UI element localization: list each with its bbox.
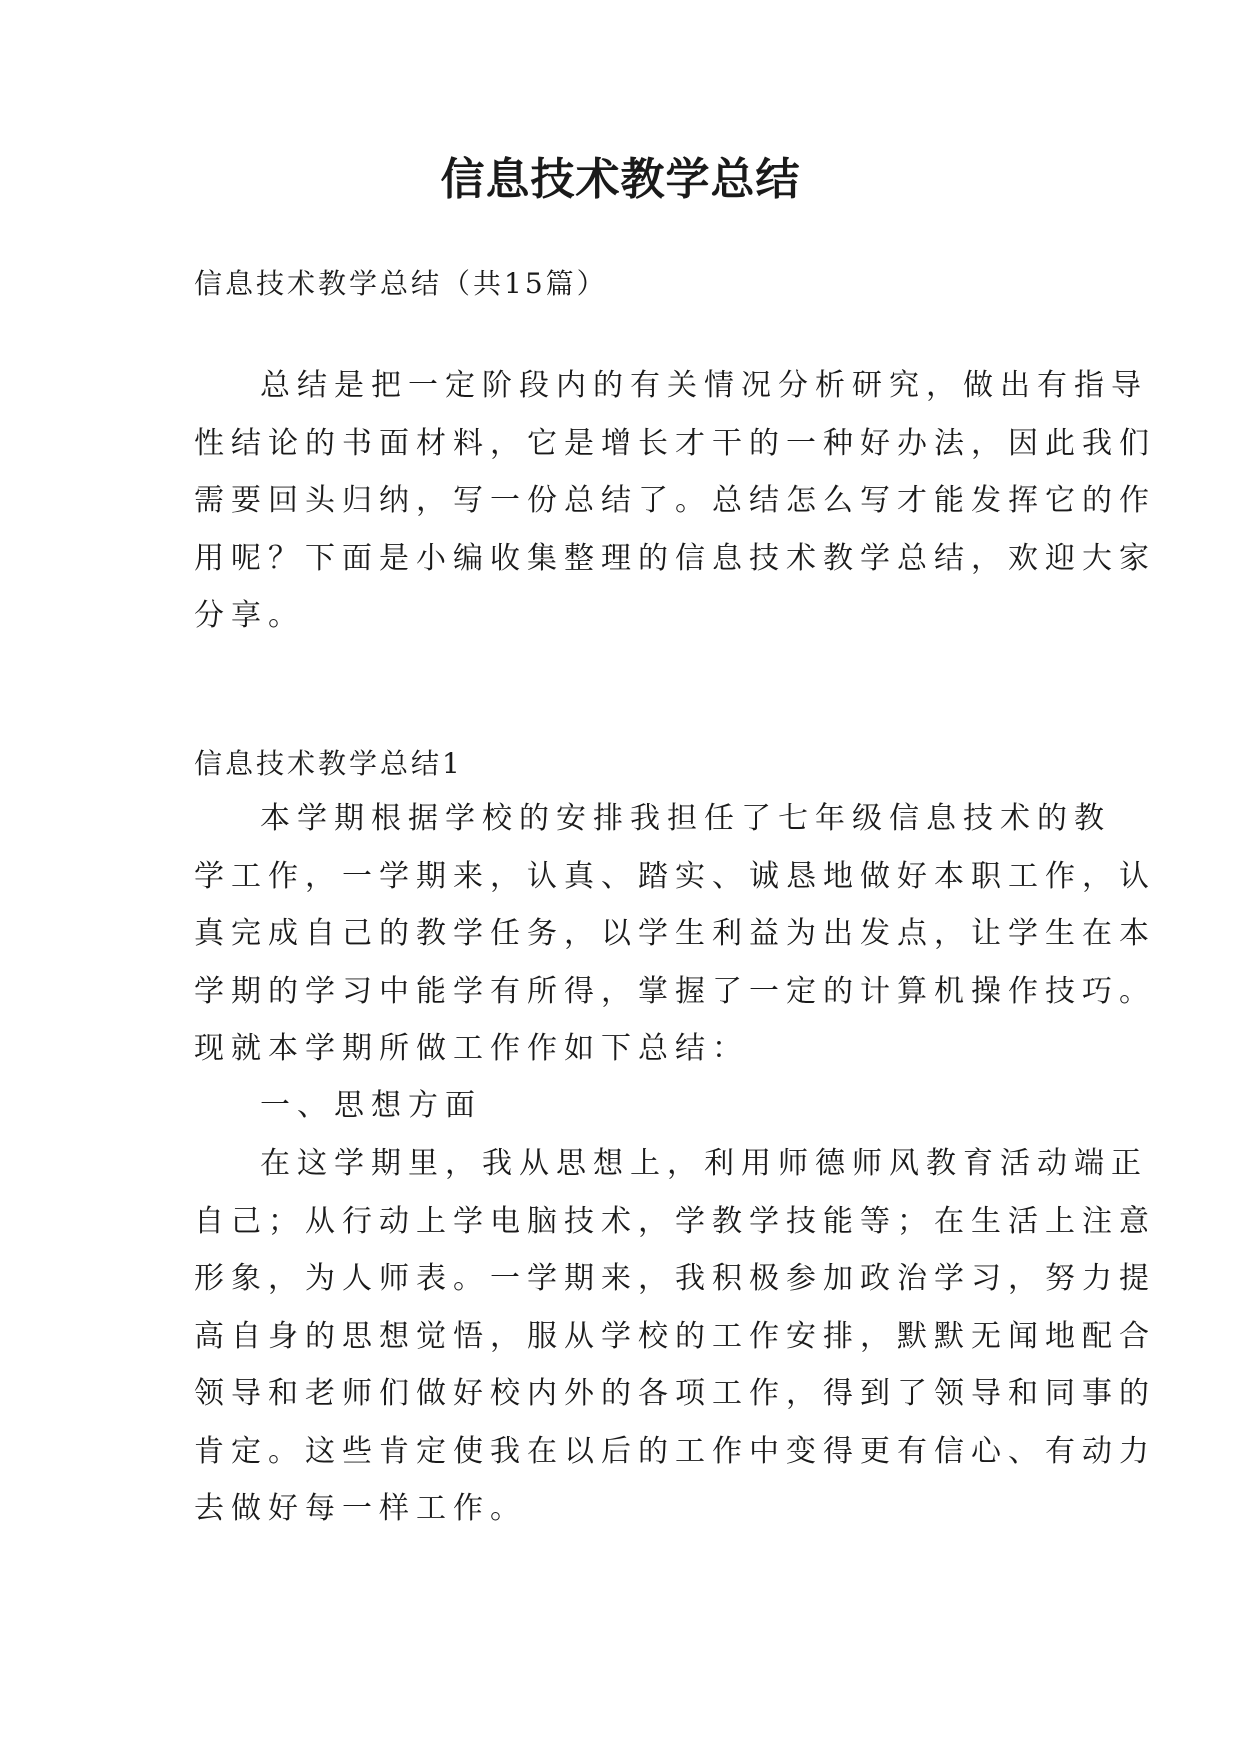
section-intro-line: 本学期根据学校的安排我担任了七年级信息技术的教: [260, 801, 1111, 836]
section-intro-line: 现就本学期所做工作作如下总结：: [194, 1031, 749, 1066]
intro-paragraph: [194, 357, 1156, 645]
section-intro-line: 学工作，一学期来，认真、踏实、诚恳地做好本职工作，认: [194, 858, 1156, 894]
section-intro-paragraph: [194, 790, 1156, 1078]
intro-line: 分享。: [194, 598, 305, 633]
intro-line: 需要回头归纳，写一份总结了。总结怎么写才能发挥它的作: [194, 483, 1156, 518]
intro-line: 性结论的书面材料，它是增长才干的一种好办法，因此我们: [194, 425, 1156, 461]
section-title: 信息技术教学总结1: [194, 747, 463, 780]
thought-line: 领导和老师们做好校内外的各项工作，得到了领导和同事的: [194, 1376, 1156, 1411]
section-intro-line: 真完成自己的教学任务，以学生利益为出发点，让学生在本: [194, 916, 1156, 951]
thought-line: 去做好每一样工作。: [194, 1491, 527, 1526]
thought-paragraph: [194, 1135, 1156, 1538]
intro-line: 用呢？下面是小编收集整理的信息技术教学总结，欢迎大家: [194, 540, 1156, 576]
thought-line: 高自身的思想觉悟，服从学校的工作安排，默默无闻地配合: [194, 1318, 1156, 1354]
section-intro-line: 学期的学习中能学有所得，掌握了一定的计算机操作技巧。: [194, 973, 1156, 1009]
subheading-paragraph: [194, 1077, 1074, 1135]
thought-line: 在这学期里，我从思想上，利用师德师风教育活动端正: [260, 1146, 1148, 1181]
thought-line: 肯定。这些肯定使我在以后的工作中变得更有信心、有动力: [194, 1433, 1156, 1469]
document-title: 信息技术教学总结: [440, 154, 801, 205]
document-subtitle: 信息技术教学总结（共15篇）: [194, 267, 608, 300]
thought-line: 自己；从行动上学电脑技术，学教学技能等；在生活上注意: [194, 1203, 1156, 1239]
intro-line: 总结是把一定阶段内的有关情况分析研究，做出有指导: [260, 368, 1148, 403]
subheading-thought: 一、思想方面: [260, 1088, 482, 1123]
thought-line: 形象，为人师表。一学期来，我积极参加政治学习，努力提: [194, 1261, 1156, 1296]
